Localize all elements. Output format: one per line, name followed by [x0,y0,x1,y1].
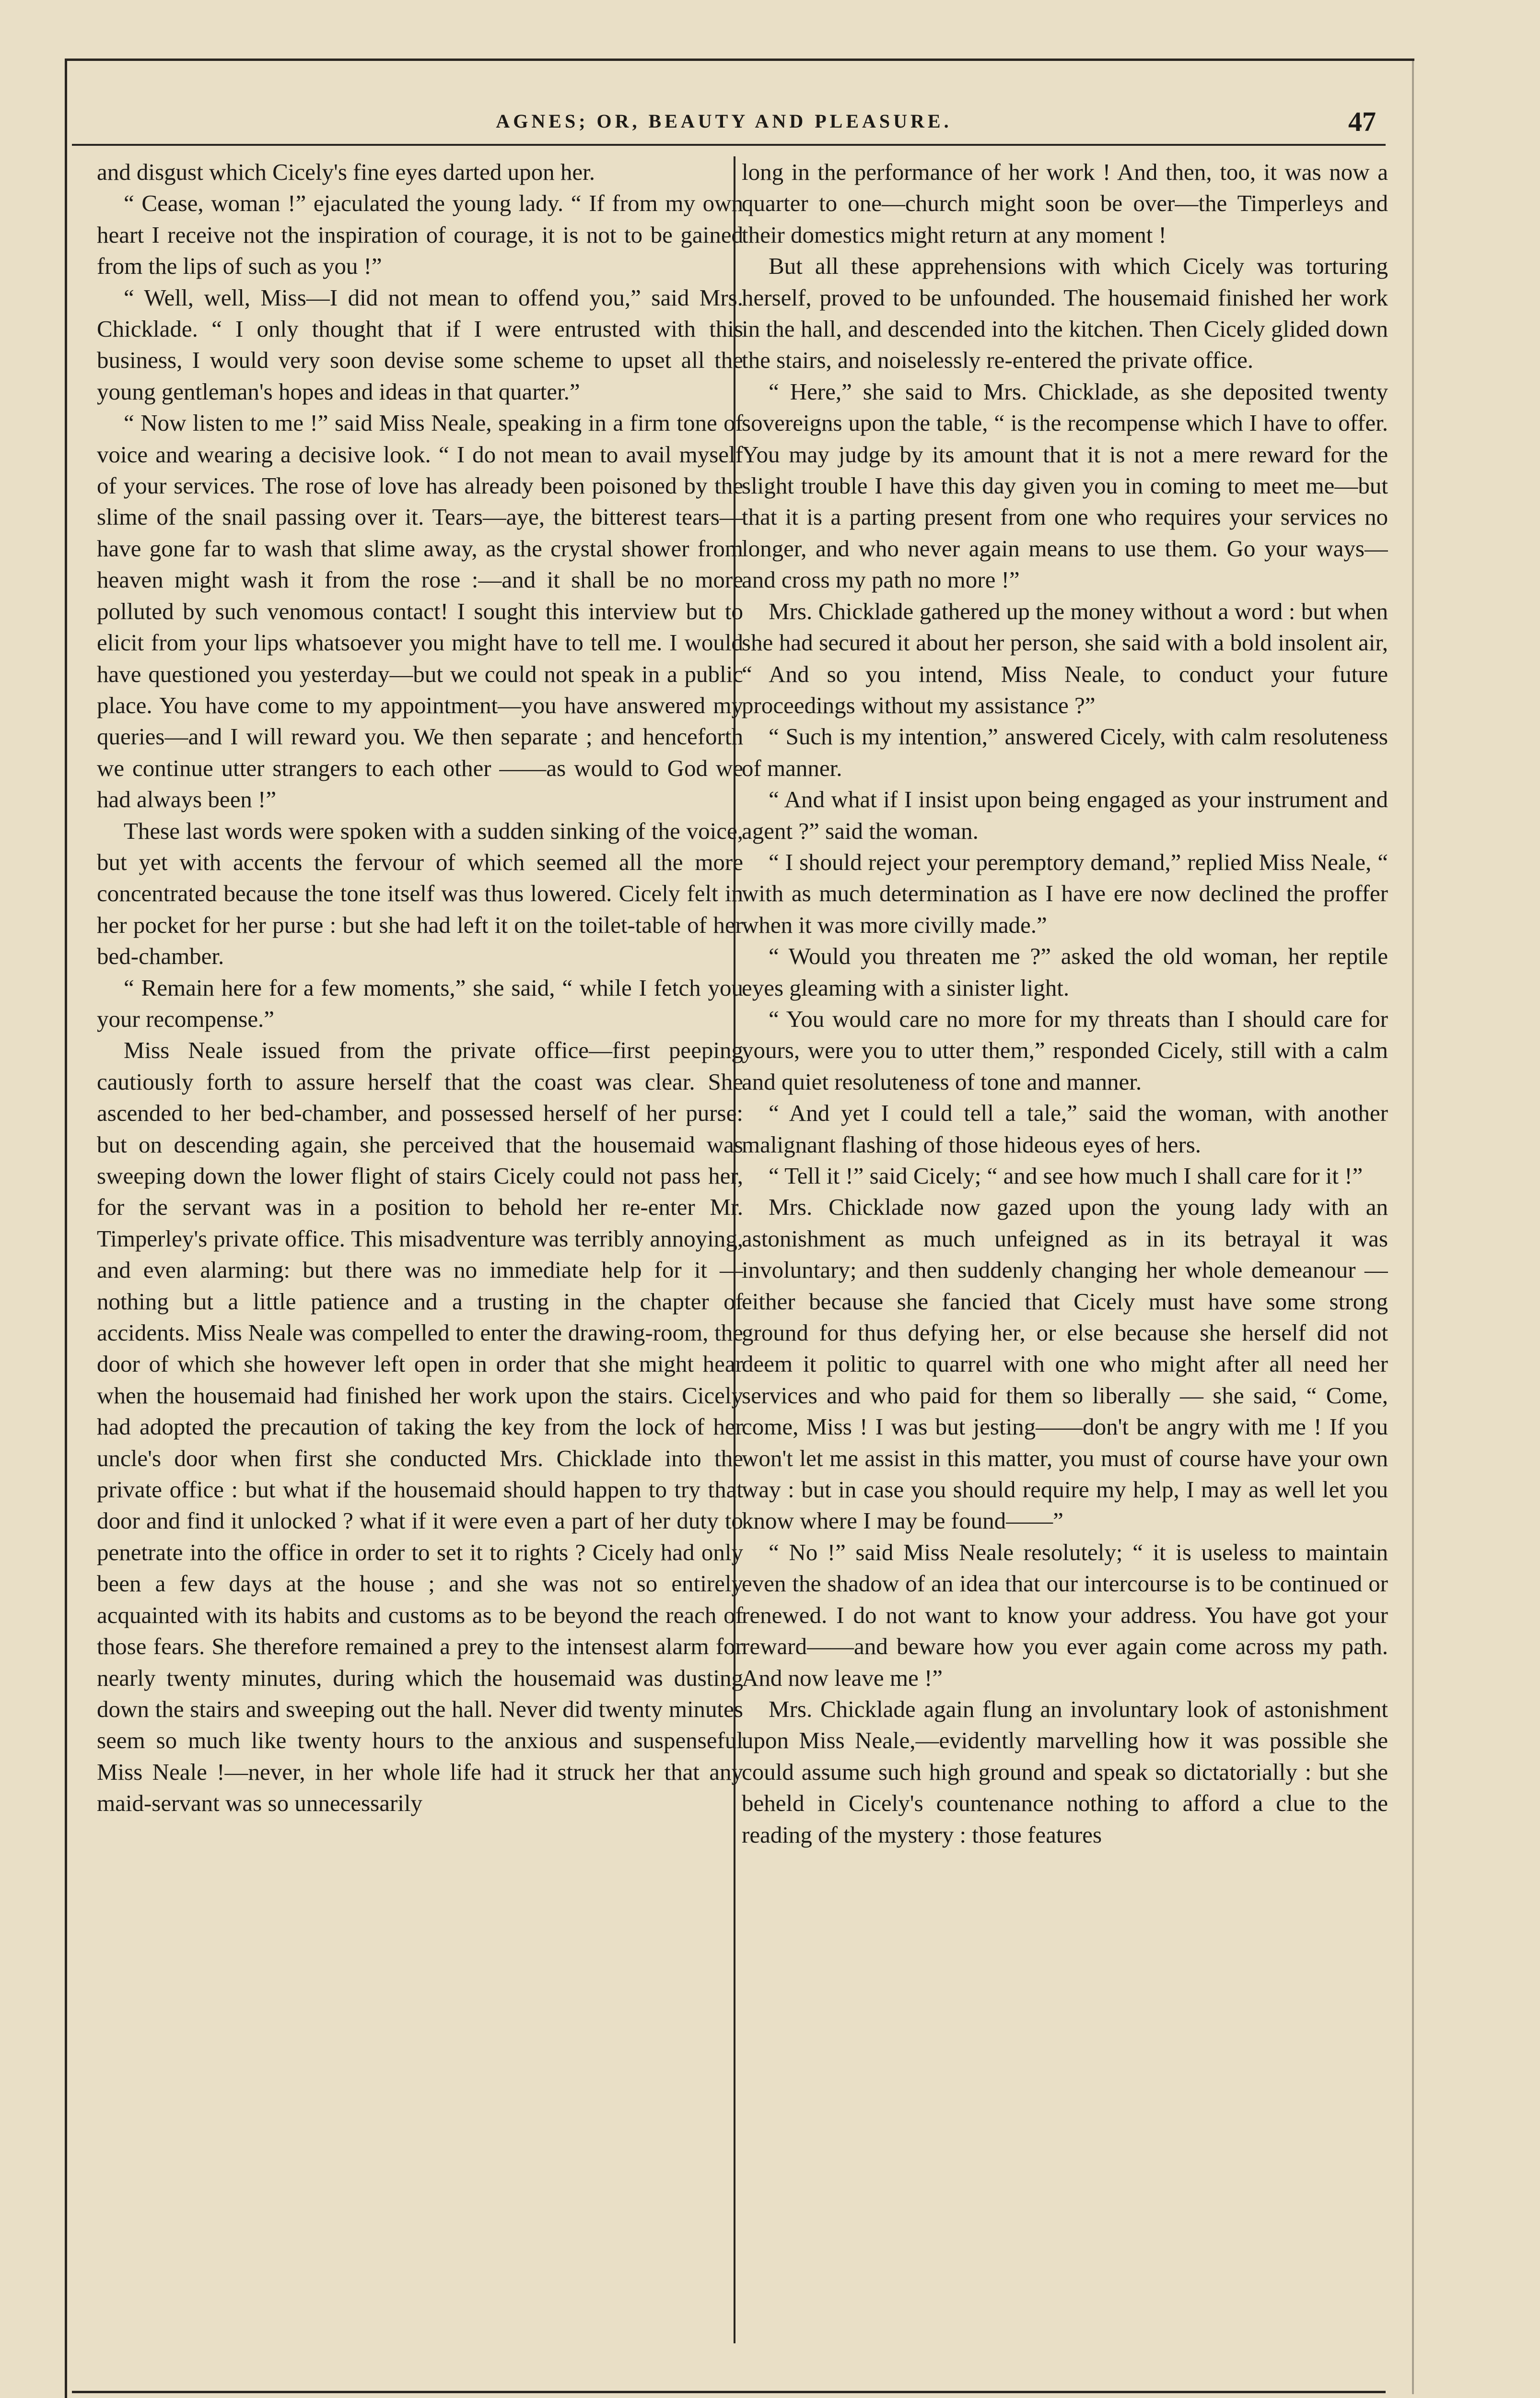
paragraph: Mrs. Chicklade gathered up the money without a word : but when she had secured it about her person, she said with a bold insolent air, “ And so you intend, Miss Neale, to conduct your future proceedings without my assistance ?” [742,598,1388,718]
header-rule [72,144,1386,146]
top-rule [67,59,1414,61]
paragraph: “ Cease, woman !” ejaculated the young lady. “ If from my own heart I receive not the inspiration of courage, it is not to be gained from the lips of such as you !” [97,190,743,280]
paragraph: “ Here,” she said to Mrs. Chicklade, as she deposited twenty sovereigns upon the table, “ is the recompense which I have to offer. You may judge by its amount that it is not a mere reward for the slight trouble I have this day given you in coming to meet me—but that it is a parting present from one who requires your services no longer, and who never again means to use them. Go your ways—and cross my path no more !” [742,378,1388,593]
paragraph: long in the performance of her work ! And then, too, it was now a quarter to one—church might soon be over—the Timperleys and their domestics might return at any moment ! [742,159,1388,248]
paragraph: “ Would you threaten me ?” asked the old woman, her reptile eyes gleaming with a sinister light. [742,943,1388,1001]
paragraph: “ And what if I insist upon being engaged as your instrument and agent ?” said the woman. [742,786,1388,844]
running-head [72,102,1376,140]
paragraph: “ Well, well, Miss—I did not mean to offend you,” said Mrs. Chicklade. “ I only thought that if I were entrusted with this business, I would very soon devise some scheme to upset all the young gentleman's hopes and ideas in that quarter.” [97,284,743,405]
paragraph: “ I should reject your peremptory demand,” replied Miss Neale, “ with as much determination as I have ere now declined the proffer when it was more civilly made.” [742,848,1388,938]
running-head-title: AGNES; OR, BEAUTY AND PLEASURE. [496,110,952,132]
page-number: 47 [1348,106,1376,137]
paragraph: Mrs. Chicklade again flung an involuntary look of astonishment upon Miss Neale,—evidently marvelling how it was possible she could assume such high ground and speak so dictatorially : but she beheld in Cicely's countenance nothing to afford a clue to the reading of the mystery : those features [742,1695,1388,1848]
bottom-rule [72,2391,1386,2393]
left-column [97,156,743,2353]
paragraph: “ Such is my intention,” answered Cicely, with calm resoluteness of manner. [742,723,1388,781]
paragraph: “ Remain here for a few moments,” she said, “ while I fetch you your recompense.” [97,974,743,1032]
paragraph: But all these apprehensions with which Cicely was torturing herself, proved to be unfounded. The housemaid finished her work in the hall, and descended into the kitchen. Then Cicely glided down the stairs, and noiselessly re-entered the private office. [742,253,1388,374]
paragraph: “ Tell it !” said Cicely; “ and see how much I shall care for it !” [769,1163,1363,1189]
right-column [742,156,1388,2353]
paragraph: “ You would care no more for my threats than I should care for yours, were you to utter them,” responded Cicely, still with a calm and quiet resoluteness of tone and manner. [742,1005,1388,1095]
paragraph: “ Now listen to me !” said Miss Neale, speaking in a firm tone of voice and wearing a decisive look. “ I do not mean to avail myself of your services. The rose of love has already been poisoned by the slime of the snail passing over it. Tears—aye, the bitterest tears—have gone far to wash that slime away, as the crystal shower from heaven might wash it from the rose :—and it shall be no more polluted by such venomous contact! I sought this interview but to elicit from your lips whatsoever you might have to tell me. I would have questioned you yesterday—but we could not speak in a public place. You have come to my appointment—you have answered my queries—and I will reward you. We then separate ; and henceforth we continue utter strangers to each other ——as would to God we had always been !” [97,410,743,813]
paragraph: “ No !” said Miss Neale resolutely; “ it is useless to maintain even the shadow of an idea that our intercourse is to be continued or renewed. I do not want to know your address. You have got your reward——and beware how you ever again come across my path. And now leave me !” [742,1539,1388,1691]
paragraph: Mrs. Chicklade now gazed upon the young lady with an astonishment as much unfeigned as in its betrayal it was involuntary; and then suddenly changing her whole demeanour — either because she fancied that Cicely must have some strong ground for thus defying her, or else because she herself did not deem it politic to quarrel with one who might after all need her services and who paid for them so liberally — she said, “ Come, come, Miss ! I was but jesting——don't be angry with me ! If you won't let me assist in this matter, you must of course have your own way : but in case you should require my help, I may as well let you know where I may be found——” [742,1194,1388,1534]
paragraph: “ And yet I could tell a tale,” said the woman, with another malignant flashing of those hideous eyes of hers. [742,1100,1388,1158]
right-rule [1412,59,1414,2394]
paragraph: Miss Neale issued from the private office—first peeping cautiously forth to assure herself that the coast was clear. She ascended to her bed-chamber, and possessed herself of her purse: but on descending again, she perceived that the housemaid was sweeping down the lower flight of stairs Cicely could not pass her, for the servant was in a position to behold her re-enter Mr. Timperley's private office. This misadventure was terribly annoying, and even alarming: but there was no immediate help for it — nothing but a little patience and a trusting in the chapter of accidents. Miss Neale was compelled to enter the drawing-room, the door of which she however left open in order that she might hear when the housemaid had finished her work upon the stairs. Cicely had adopted the precaution of taking the key from the lock of her uncle's door when first she conducted Mrs. Chicklade into the private office : but what if the housemaid should happen to try that door and find it unlocked ? what if it were even a part of her duty to penetrate into the office in order to set it to rights ? Cicely had only been a few days at the house ; and she was not so entirely acquainted with its habits and customs as to be beyond the reach of those fears. She therefore remained a prey to the intensest alarm for nearly twenty minutes, during which the housemaid was dusting down the stairs and sweeping out the hall. Never did twenty minutes seem so much like twenty hours to the anxious and suspenseful Miss Neale !—never, in her whole life had it struck her that any maid-servant was so unnecessarily [97,1037,743,1817]
paragraph: These last words were spoken with a sudden sinking of the voice, but yet with accents the fervour of which seemed all the more concentrated because the tone itself was thus lowered. Cicely felt in her pocket for her purse : but she had left it on the toilet-table of her bed-chamber. [97,817,743,970]
paragraph: and disgust which Cicely's fine eyes darted upon her. [97,159,595,185]
